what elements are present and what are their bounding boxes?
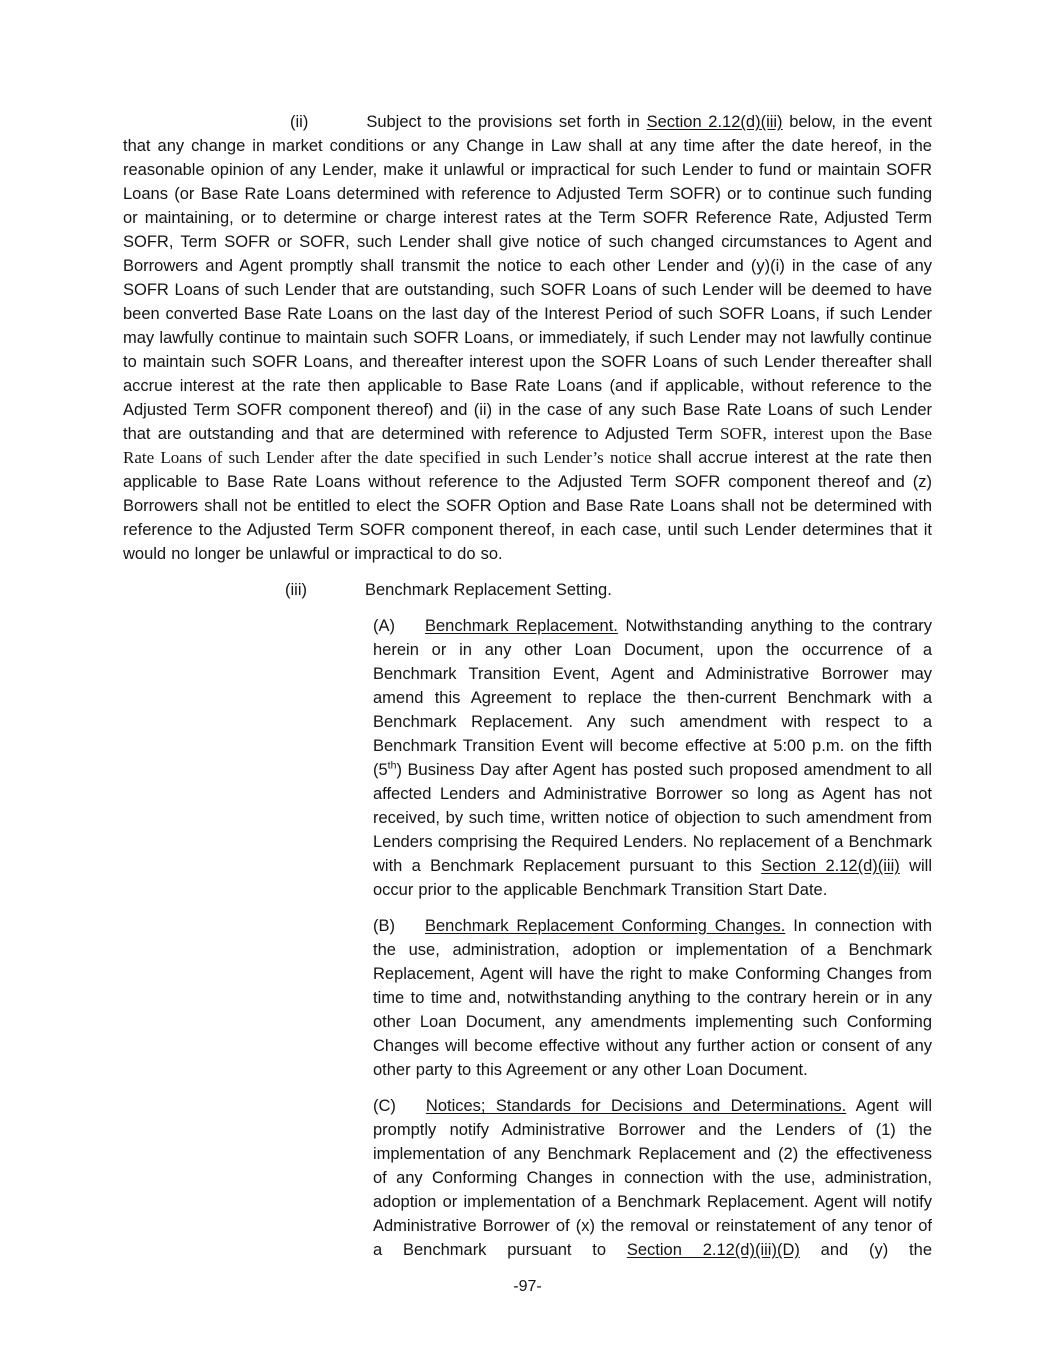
paragraph-iii-B — [373, 914, 932, 1082]
text-run: Notwithstanding anything to the contrary herein or in any other Loan Document, upon the occurrence of a Benchmark Transition Event, Agent and Administrative Borrower may amend this Agreement to replace the then-current Benchmark with a Benchmark Replacement. Any such amendment with respect to a Benchmark Transition Event will become effective at 5:00 p.m. on the fifth (5 — [373, 617, 932, 779]
tab-spacer — [123, 594, 285, 595]
text-run: SOFR, interest upon the Base Rate Loans of such Lender after the date specified in such Lender’s notice — [123, 424, 932, 467]
paragraph-iii-A — [373, 614, 932, 902]
text-run: will occur prior to the applicable Benchmark Transition Start Date. — [373, 857, 933, 899]
text-run: below, in the event that any change in market conditions or any Change in Law shall at any time after the date hereof, in the reasonable opinion of any Lender, make it unlawful or impractical for such Lender to fund or maintain SOFR Loans (or Base Rate Loans determined with reference to Adjusted Term SOFR) or to continue such funding or maintaining, or to determine or charge interest rates at the Term SOFR Reference Rate, Adjusted Term SOFR, Term SOFR or SOFR, such Lender shall give notice of such changed circumstances to Agent and Borrowers and Agent promptly shall transmit the notice to each other Lender and (y)(i) in the case of any SOFR Loans of such Lender that are outstanding, such SOFR Loans of such Lender will be deemed to have been converted Base Rate Loans on the last day of the Interest Period of such SOFR Loans, if such Lender may lawfully continue to maintain such SOFR Loans, or immediately, if such Lender may not lawfully continue to maintain such SOFR Loans, and thereafter interest upon the SOFR Loans of such Lender thereafter shall accrue interest at the rate then applicable to Base Rate Loans (and if applicable, without reference to the Adjusted Term SOFR component thereof) and (ii) in the case of any such Base Rate Loans of such Lender that are outstanding and that are determined with reference to Adjusted Term — [123, 113, 933, 443]
paragraph-label: (ii) — [290, 113, 309, 131]
paragraph-label: (B) — [373, 917, 395, 935]
text-run: Benchmark Replacement Setting. — [365, 581, 612, 599]
paragraph-iii-heading — [123, 578, 932, 602]
page-number: -97- — [513, 1278, 542, 1295]
text-run: and (y) the — [799, 1241, 932, 1259]
text-run: Subject to the provisions set forth in — [366, 113, 647, 131]
section-reference: Section 2.12(d)(iii) — [761, 857, 900, 875]
tab-spacer — [307, 594, 365, 595]
section-reference: Section 2.12(d)(iii)(D) — [626, 1241, 800, 1259]
section-reference: Benchmark Replacement Conforming Changes. — [425, 917, 786, 935]
text-run: ) Business Day after Agent has posted such proposed amendment to all affected Lenders and Administrative Borrower so long as Agent has not received, by such time, written notice of objection to such amendment from Lenders comprising the Required Lenders. No replacement of a Benchmark with a Benchmark Replacement pursuant to this — [373, 761, 932, 875]
tab-spacer — [395, 630, 425, 631]
tab-spacer — [396, 1110, 426, 1111]
tab-spacer — [123, 126, 290, 127]
paragraph-iii-C — [373, 1094, 932, 1262]
text-run: shall accrue interest at the rate then applicable to Base Rate Loans without reference to the Adjusted Term SOFR component thereof and (z) Borrowers shall not be entitled to elect the SOFR Option and Base Rate Loans shall not be determined with reference to the Adjusted Term SOFR component thereof, in each case, until such Lender determines that it would no longer be unlawful or impractical to do so. — [123, 449, 932, 563]
paragraph-label: (C) — [373, 1097, 396, 1115]
paragraph-label: (iii) — [285, 581, 307, 599]
document-body — [123, 110, 932, 1262]
paragraph-label: (A) — [373, 617, 395, 635]
tab-spacer — [308, 126, 366, 127]
section-reference: Section 2.12(d)(iii) — [646, 113, 783, 131]
section-reference: Notices; Standards for Decisions and Determinations. — [425, 1097, 847, 1115]
text-run: Agent will promptly notify Administrative Borrower and the Lenders of (1) the implementation of any Benchmark Replacement and (2) the effectiveness of any Conforming Changes in connection with the use, administration, adoption or implementation of a Benchmark Replacement. Agent will notify Administrative Borrower of (x) the removal or reinstatement of any tenor of a Benchmark pursuant to — [373, 1097, 932, 1259]
paragraph-ii — [123, 110, 932, 566]
superscript-text: th — [387, 759, 397, 772]
tab-spacer — [395, 930, 425, 931]
text-run: In connection with the use, administration, adoption or implementation of a Benchmark Replacement, Agent will have the right to make Conforming Changes from time to time and, notwithstanding anything to the contrary herein or in any other Loan Document, any amendments implementing such Conforming Changes will become effective without any further action or consent of any other party to this Agreement or any other Loan Document. — [373, 917, 933, 1079]
section-reference: Benchmark Replacement. — [425, 617, 618, 635]
